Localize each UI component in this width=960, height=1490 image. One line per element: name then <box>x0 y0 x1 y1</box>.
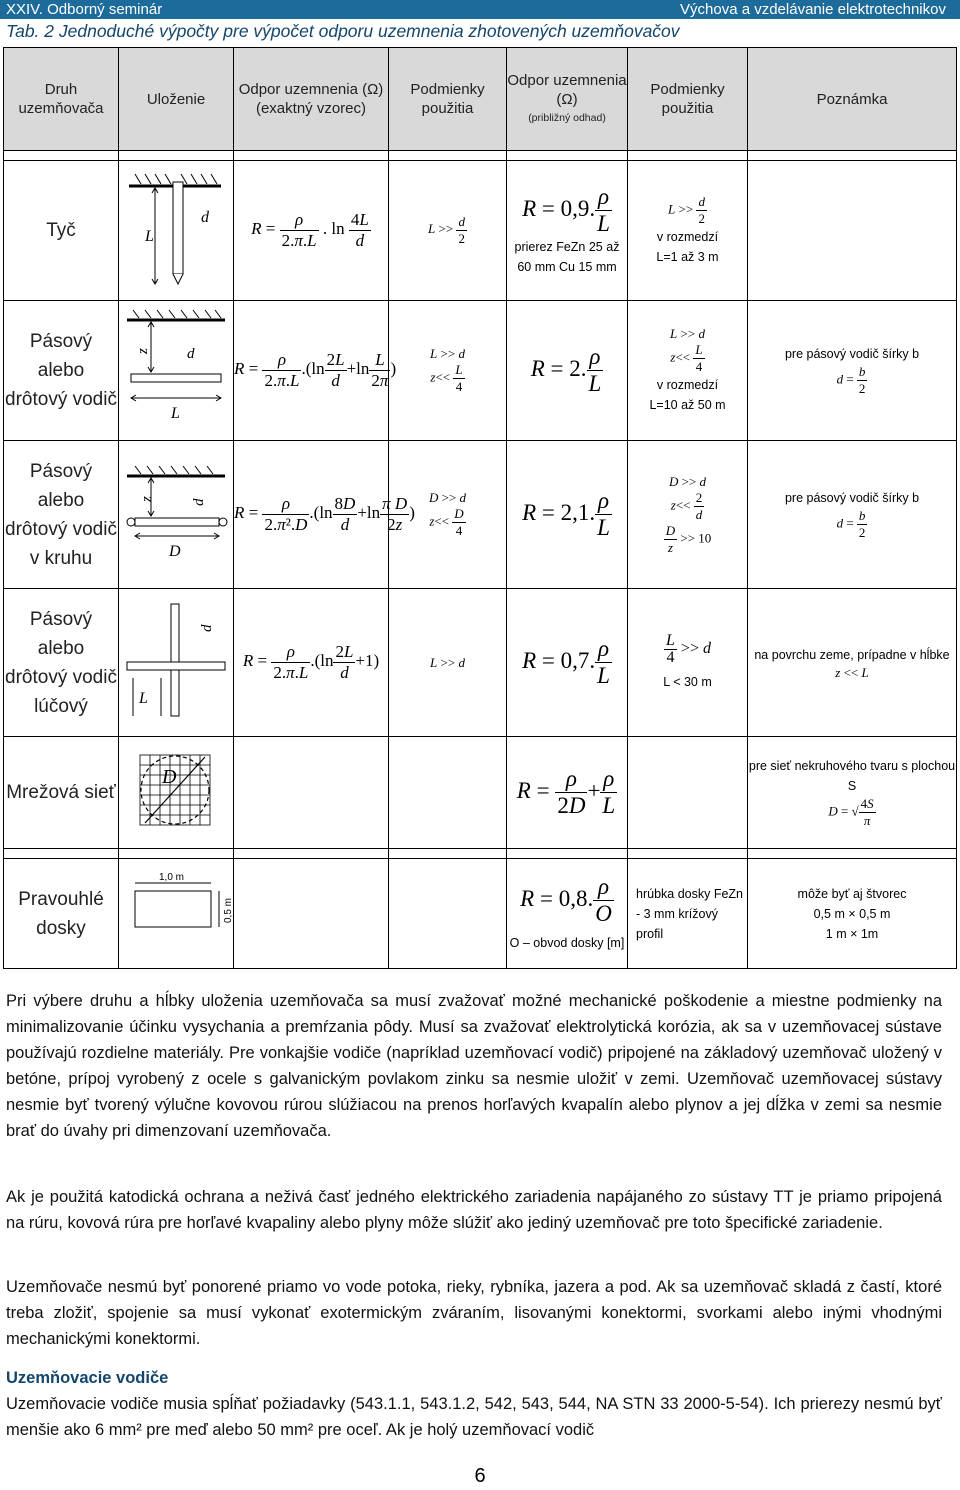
strip-condition-1: L >> d z<< $\frac{L}{4}$ <box>389 301 507 441</box>
table-row <box>4 301 957 441</box>
table-caption: Tab. 2 Jednoduché výpočty pre výpočet odporu uzemnenia zhotovených uzemňovačov <box>6 21 680 41</box>
header-left: XXIV. Odborný seminár <box>6 1 163 18</box>
radial-approx-formula: R = 0,7. $\frac{\rho}{L}$ <box>507 589 628 737</box>
mesh-approx-formula: R = $\frac{\rho}{2D}$ + $\frac{\rho}{L}$ <box>507 737 628 849</box>
plate-icon <box>121 871 234 951</box>
rod-condition-1: L >> $\frac{d}{2}$ <box>389 161 507 301</box>
radial-diagram <box>119 589 234 737</box>
strip-condition-2: L >> d z<< $\frac{L}{4}$ v rozmedzí L=10 až 50 m <box>628 301 748 441</box>
svg-text:d: d <box>199 624 215 632</box>
strip-approx-formula: R = 2. $\frac{\rho}{L}$ <box>507 301 628 441</box>
ring-icon <box>121 452 231 572</box>
row-name-rod: Tyč <box>4 161 119 301</box>
paragraph-4: Uzemňovacie vodiče musia spĺňať požiadavky (543.1.1, 543.1.2, 542, 543, 544, NA STN 33 2000-5-54). Ich prierezy nesmú byť menšie ako 6 mm² pre meď alebo 50 mm² pre oceľ. Ak je holý uzemňovací vodič <box>6 1395 942 1439</box>
radial-cond-less: L < 30 m <box>663 675 712 689</box>
row-name-strip: Pásový alebo drôtový vodič <box>4 301 119 441</box>
radial-icon <box>121 598 231 723</box>
strip-note: pre pásový vodič šírky b d = $\frac{b}{2}$ <box>748 301 957 441</box>
svg-text:D: D <box>162 766 177 788</box>
rod-cond-range: v rozmedzí <box>656 230 719 244</box>
svg-text:L: L <box>139 689 148 707</box>
plate-diagram <box>119 859 234 969</box>
header-approx-formula <box>507 48 628 151</box>
table-row <box>4 161 957 301</box>
svg-text:z: z <box>139 496 155 502</box>
header-placement: Uloženie <box>119 48 234 151</box>
plate-note: môže byť aj štvorec 0,5 m × 0,5 m 1 m × 1m <box>748 859 957 969</box>
radial-condition-2: $\frac{L}{4}$ >> d L < 30 m <box>628 589 748 737</box>
ring-condition-1: D >> d z<< $\frac{D}{4}$ <box>389 441 507 589</box>
table-row <box>4 589 957 737</box>
plate-height-label: 0,5 m <box>223 897 234 923</box>
mesh-diagram <box>119 737 234 849</box>
grounding-table <box>3 47 957 969</box>
row-name-mesh: Mrežová sieť <box>4 737 119 849</box>
table-header-row <box>4 48 957 151</box>
strip-exact-formula: R = $\frac{\rho}{2.\pi.L}$ .(ln $\frac{2L}{d}$ +ln $\frac{L}{2\pi}$ ) <box>234 301 389 441</box>
svg-text:z: z <box>135 348 151 354</box>
header-right: Výchova a vzdelávanie elektrotechnikov <box>680 1 946 18</box>
section-subheading: Uzemňovacie vodiče <box>6 1369 169 1387</box>
rod-exact-formula <box>234 161 389 301</box>
rod-approx-note: prierez FeZn 25 až 60 mm Cu 15 mm <box>514 240 620 274</box>
formula: R = $\frac{\rho}{2.\pi.L}$ . ln $\frac{4L}{d}$ <box>251 210 369 250</box>
svg-text:D: D <box>169 543 181 560</box>
header-conditions-2: Podmienky použitia <box>628 48 748 151</box>
table-row <box>4 859 957 969</box>
radial-note: na povrchu zeme, prípadne v hĺbke z << L <box>748 589 957 737</box>
header-approx-small: (približný odhad) <box>528 111 606 124</box>
page-number: 6 <box>474 1465 486 1487</box>
mesh-note: pre sieť nekruhového tvaru s plochou S D = √ $\frac{4S}{\pi}$ <box>748 737 957 849</box>
plate-width-label: 1,0 m <box>159 872 185 883</box>
ring-diagram <box>119 441 234 589</box>
rod-approx-formula: R = 0,9. $\frac{\rho}{L}$ prierez FeZn 25 až 60 mm Cu 15 mm <box>507 161 628 301</box>
mesh-icon <box>126 745 226 835</box>
svg-text:L: L <box>171 405 180 422</box>
svg-text:L: L <box>145 227 154 245</box>
plate-condition: hrúbka dosky FeZn - 3 mm krížový profil <box>628 859 748 969</box>
ring-approx-formula: R = 2,1. $\frac{\rho}{L}$ <box>507 441 628 589</box>
page-header <box>0 0 960 19</box>
radial-exact-formula: R = $\frac{\rho}{2.\pi.L}$ .(ln $\frac{2L}{d}$ +1) <box>234 589 389 737</box>
svg-text:d: d <box>187 346 195 362</box>
rod-diagram <box>119 161 234 301</box>
table-row <box>4 737 957 849</box>
strip-diagram <box>119 301 234 441</box>
ring-condition-2: D >> d z<< $\frac{2}{d}$ $\frac{D}{z}$ >> 10 <box>628 441 748 589</box>
row-name-ring: Pásový alebo drôtový vodič v kruhu <box>4 441 119 589</box>
header-approx-label: Odpor uzemnenia (Ω) <box>507 71 627 108</box>
plate-approx-note: O – obvod dosky [m] <box>509 936 625 950</box>
row-name-radial: Pásový alebo drôtový vodič lúčový <box>4 589 119 737</box>
rod-condition-2: L >> $\frac{d}{2}$ v rozmedzí L=1 až 3 m <box>628 161 748 301</box>
strip-icon <box>121 308 231 428</box>
ring-exact-formula: R = $\frac{\rho}{\text{2.π².D}}$ .(ln $\frac{8D}{d}$ +ln $\frac{\text{π D}}{2z}$ ) <box>234 441 389 589</box>
rod-note <box>748 161 957 301</box>
plate-approx-formula: R = 0,8. $\frac{\rho}{O}$ O – obvod dosky [m] <box>507 859 628 969</box>
paragraph-1: Pri výbere druhu a hĺbky uloženia uzemňovača sa musí zvažovať možné mechanické poškodenie a miestne podmienky na minimalizovanie účinku vysychania a premŕzania pôdy. Musí sa zvažovať elektrolytická korózia, ak sa v uzemňovacej sústave používajú rozdielne materiály. Pre vonkajšie vodiče (napríklad uzemňovací vodič) pripojené na základový uzemňovač uložený v betóne, prípoj vyrobený z ocele s galvanickým povlakom zinku sa nesmie uložiť v zemi. Uzemňovač uzemňovacej sústavy nesmie byť tvorený výlučne kovovou rúrou slúžiacou na prenos horľavých kvapalín alebo plynov a jej dĺžka v zemi sa nesmie brať do úvahy pri dimenzovaní uzemňovača. <box>6 992 942 1140</box>
radial-condition-1: L >> d <box>389 589 507 737</box>
rod-icon <box>121 166 231 291</box>
rod-cond-values: L=1 až 3 m <box>656 250 719 264</box>
row-name-plates: Pravouhlé dosky <box>4 859 119 969</box>
header-type: Druh uzemňovača <box>4 48 119 151</box>
header-exact-formula: Odpor uzemnenia (Ω) (exaktný vzorec) <box>234 48 389 151</box>
paragraph-3: Uzemňovače nesmú byť ponorené priamo vo vode potoka, rieky, rybníka, jazera a pod. Ak sa uzemňovač skladá z častí, ktoré treba zložiť, spojenie sa musí vykonať exotermickým zváraním, lisovanými konektormi, svorkami alebo inými vhodnými mechanickými konektormi. <box>6 1278 942 1348</box>
svg-text:d: d <box>201 208 209 226</box>
paragraph-2: Ak je použitá katodická ochrana a neživá časť jedného elektrického zariadenia napájaného zo sústavy TT je priamo pripojená na rúru, kovová rúra pre horľavé kvapaliny alebo plyny môže slúžiť ako jediný uzemňovač pre toto špecifické zariadenie. <box>6 1188 942 1232</box>
strip-cond-values: L=10 až 50 m <box>649 398 726 412</box>
header-note: Poznámka <box>748 48 957 151</box>
ring-note: pre pásový vodič šírky b d = $\frac{b}{2}$ <box>748 441 957 589</box>
table-row <box>4 441 957 589</box>
header-conditions-1: Podmienky použitia <box>389 48 507 151</box>
strip-cond-range: v rozmedzí <box>656 378 719 392</box>
svg-text:d: d <box>191 498 207 506</box>
